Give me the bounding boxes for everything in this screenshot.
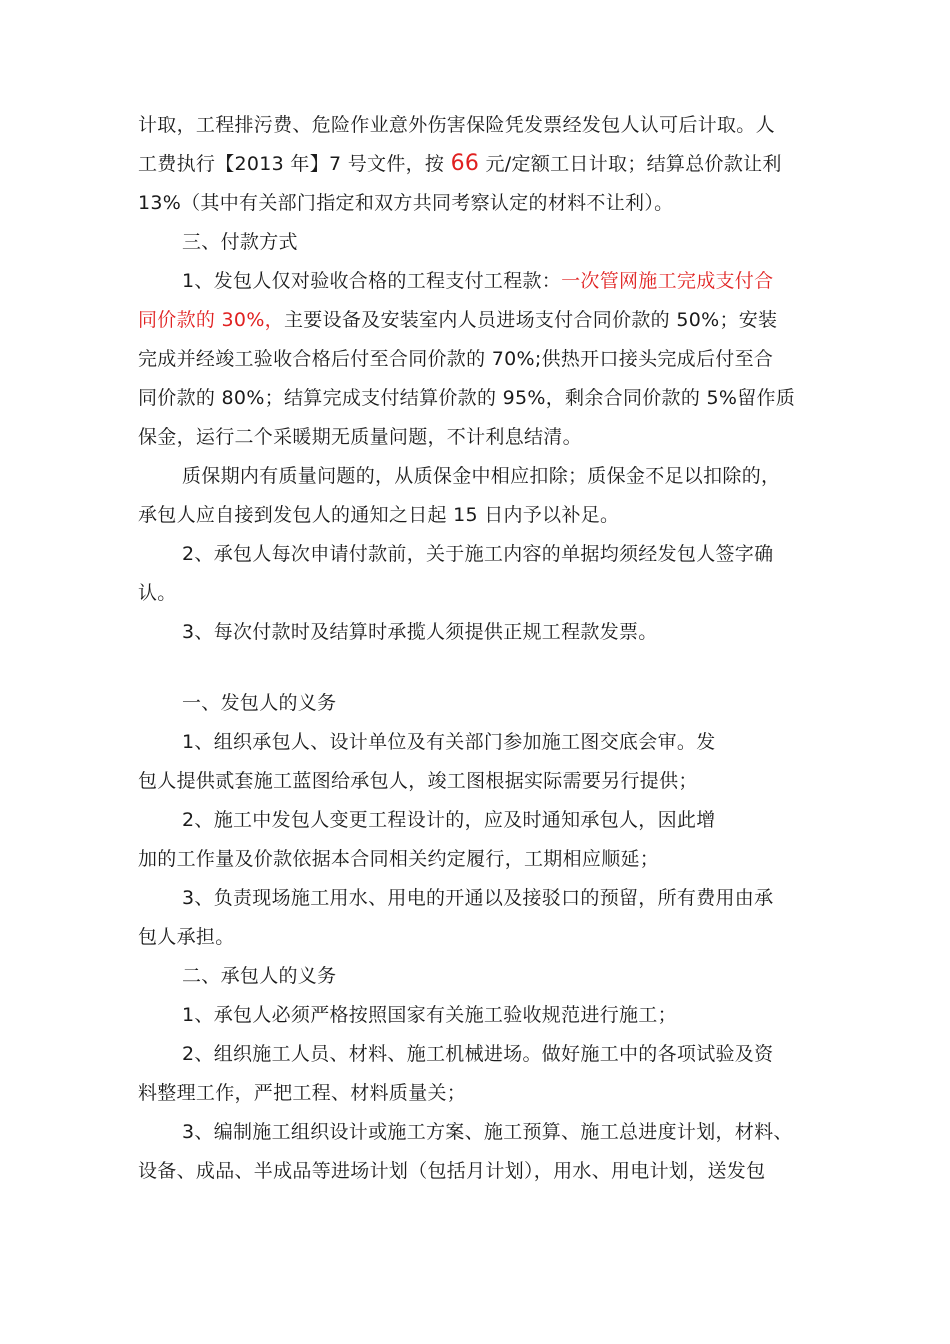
paragraph-line: 计取，工程排污费、危险作业意外伤害保险凭发票经发包人认可后计取。人 [138,114,775,136]
text-span: 元/定额工日计取；结算总价款让利 [479,153,782,175]
section-heading: 二、承包人的义务 [182,965,337,987]
text-span: 主要设备及安装室内人员进场支付合同价款的 50%；安装 [283,309,778,331]
text-span: 1、发包人仅对验收合格的工程支付工程款： [182,270,562,292]
paragraph-line: 加的工作量及价款依据本合同相关约定履行，工期相应顺延； [138,848,660,870]
paragraph-line: 完成并经竣工验收合格后付至合同价款的 70%;供热开口接头完成后付至合 [138,348,774,370]
highlight-text: 一次管网施工完成支付合 [561,270,774,292]
text-span: 工费执行【2013 年】7 号文件，按 [138,153,451,175]
paragraph-line: 13%（其中有关部门指定和双方共同考察认定的材料不让利）。 [138,192,674,214]
highlight-number: 66 [450,151,480,176]
paragraph-line: 2、组织施工人员、材料、施工机械进场。做好施工中的各项试验及资 [182,1043,774,1065]
paragraph-line: 保金，运行二个采暖期无质量问题，不计利息结清。 [138,426,582,448]
paragraph-line: 1、承包人必须严格按照国家有关施工验收规范进行施工； [182,1004,677,1026]
paragraph-line [182,268,773,294]
section-heading: 一、发包人的义务 [182,692,337,714]
paragraph-line: 设备、成品、半成品等进场计划（包括月计划），用水、用电计划，送发包 [138,1160,766,1182]
paragraph-line: 包人承担。 [138,926,235,948]
paragraph-line: 3、编制施工组织设计或施工方案、施工预算、施工总进度计划，材料、 [182,1121,793,1143]
paragraph-line: 1、组织承包人、设计单位及有关部门参加施工图交底会审。发 [182,731,716,753]
paragraph-line: 质保期内有质量问题的，从质保金中相应扣除；质保金不足以扣除的， [182,465,781,487]
paragraph-line: 料整理工作，严把工程、材料质量关； [138,1082,467,1104]
paragraph-line: 同价款的 80%；结算完成支付结算价款的 95%，剩余合同价款的 5%留作质 [138,387,796,409]
section-heading: 三、付款方式 [182,231,298,253]
paragraph-line: 2、施工中发包人变更工程设计的，应及时通知承包人，因此增 [182,809,716,831]
paragraph-line: 包人提供贰套施工蓝图给承包人，竣工图根据实际需要另行提供； [138,770,698,792]
paragraph-line: 3、每次付款时及结算时承揽人须提供正规工程款发票。 [182,621,658,643]
paragraph-line: 2、承包人每次申请付款前，关于施工内容的单据均须经发包人签字确 [182,543,774,565]
paragraph-line: 3、负责现场施工用水、用电的开通以及接驳口的预留，所有费用由承 [182,887,774,909]
paragraph-line [138,307,777,333]
paragraph-line: 承包人应自接到发包人的通知之日起 15 日内予以补足。 [138,504,620,526]
highlight-text: 同价款的 30%， [138,309,284,331]
paragraph-line: 认。 [138,582,177,604]
paragraph-line [138,151,782,177]
